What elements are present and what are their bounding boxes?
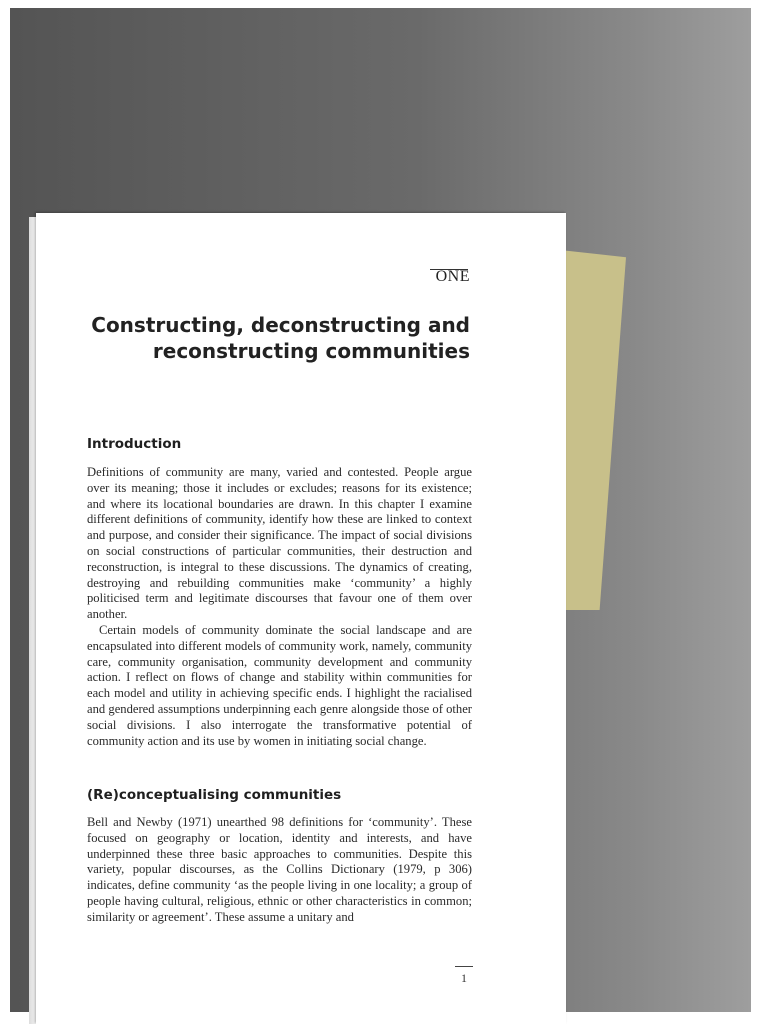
page-number: 1 (461, 971, 467, 985)
section-heading-introduction: Introduction (87, 436, 182, 452)
paragraph: Bell and Newby (1971) unearthed 98 definitions for ‘community’. These focused on geography or location, identity and interests, and have underpinned these three basic approaches to communities. Despite this variety, popular discourses, as the Collins Dictionary (1979, p 306) indicates, define community ‘as the people living in one locality; a group of people having cultural, religious, ethnic or other characteristics in common; similarity or agreement’. These assume a unitary and (87, 815, 472, 924)
chapter-title: Constructing, deconstructing and reconstructing communities (91, 313, 470, 363)
page-number-rule (455, 966, 473, 967)
chapter-number: ONE (435, 268, 470, 285)
paragraph: Certain models of community dominate the social landscape and are encapsulated into different models of community work, namely, community care, community organisation, community development and community action. I reflect on flows of change and stability within communities for each model and utility in achieving specific ends. I highlight the racialised and gendered assumptions underpinning each genre alongside those of other social divisions. I also interrogate the transformative potential of community action and its use by women in initiating social change. (87, 623, 472, 748)
section-heading-reconceptualising: (Re)conceptualising communities (87, 787, 342, 803)
paragraph: Definitions of community are many, varied and contested. People argue over its meaning; those it includes or excludes; reasons for its existence; and where its locational boundaries are drawn. In this chapter I examine different definitions of community, identify how these are linked to context and purpose, and consider their significance. The impact of social divisions on social constructions of particular communities, their destruction and reconstruction, is integral to these discussions. The dynamics of creating, destroying and rebuilding communities make ‘community’ a highly politicised term and legitimate discourses that favour one of them over another. (87, 465, 472, 622)
